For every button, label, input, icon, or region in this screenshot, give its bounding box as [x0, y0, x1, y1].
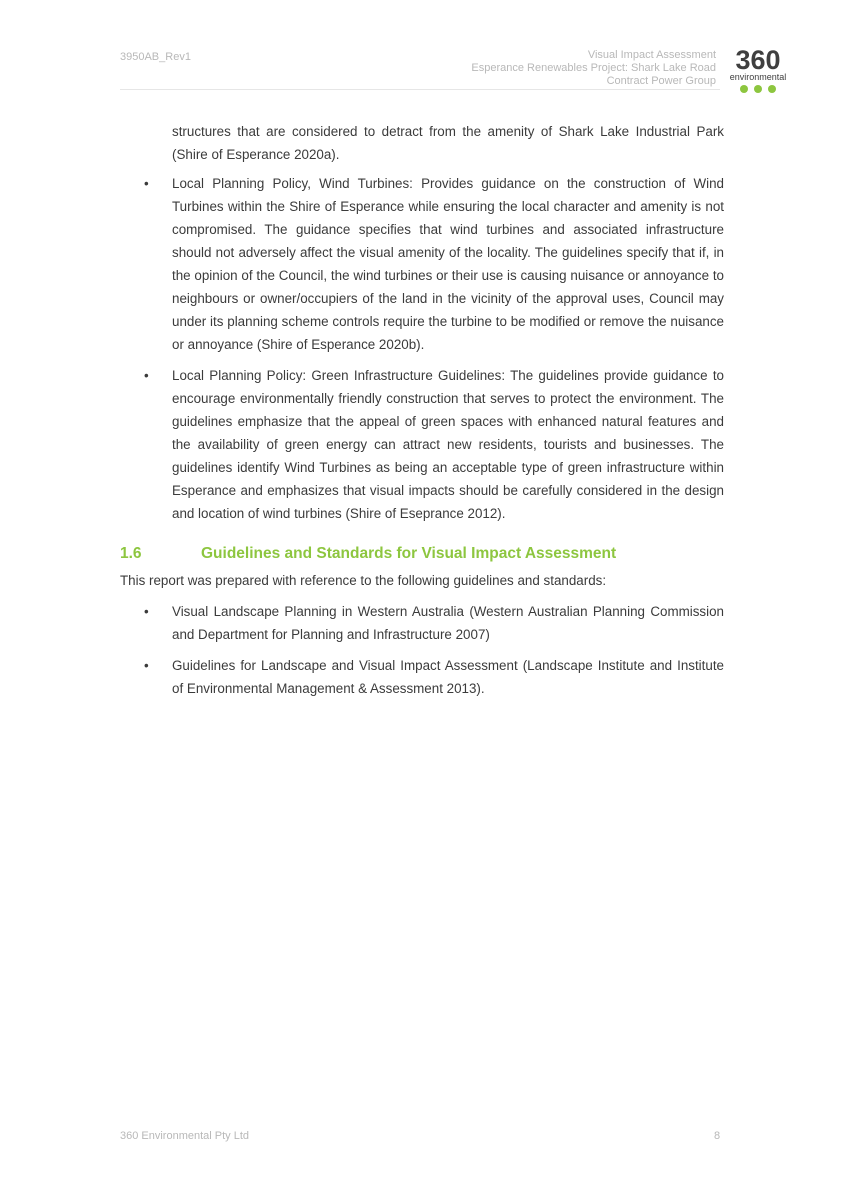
header-rule: [120, 89, 720, 90]
list-item: [120, 364, 724, 525]
logo-dot: [768, 85, 776, 93]
logo-word: environmental: [729, 72, 787, 82]
page-content: [120, 120, 724, 708]
header-title: [471, 49, 716, 88]
logo-dot: [740, 85, 748, 93]
doc-ref: 3950AB_Rev1: [120, 51, 191, 63]
list-item-text: Local Planning Policy: Green Infrastructure Guidelines: The guidelines provide guidance to encourage environmentally friendly construction that serves to protect the environment. The guidelines emphasize that the appeal of green spaces with enhanced natural features and the availability of green energy can attract new residents, tourists and businesses. The guidelines identify Wind Turbines as being an acceptable type of green infrastructure within Esperance and emphasizes that visual impacts should be carefully considered in the design and location of wind turbines (Shire of Eseprance 2012).: [172, 368, 724, 521]
header-title-line: Esperance Renewables Project: Shark Lake Road: [471, 62, 716, 74]
footer-company: 360 Environmental Pty Ltd: [120, 1130, 250, 1142]
company-logo: [727, 45, 789, 96]
bullet-icon: •: [144, 658, 149, 673]
list-item-text: Local Planning Policy, Wind Turbines: Provides guidance on the construction of Wind Turbines within the Shire of Esperance while ensuring the local character and amenity is not compromised. The guidance specifies that wind turbines and associated infrastructure should not adversely affect the visual amenity of the locality. The guidelines specify that if, in the opinion of the Council, the wind turbines or their use is causing nuisance or annoyance to neighbours or owner/occupiers of the land in the vicinity of the approval uses, Council may under its planning scheme controls require the turbine to be modified or remove the nuisance or annoyance (Shire of Esperance 2020b).: [172, 176, 724, 352]
list-item: [120, 654, 724, 700]
section-intro: This report was prepared with reference to the following guidelines and standards:: [120, 573, 607, 588]
bullet-icon: •: [144, 368, 149, 383]
list-item: [120, 172, 724, 356]
logo-dots: [727, 85, 789, 93]
header-title-line: Contract Power Group: [606, 75, 716, 87]
page-number: 8: [714, 1130, 721, 1142]
bullet-icon: •: [144, 176, 149, 191]
section-heading: [120, 543, 724, 565]
continued-paragraph: structures that are considered to detract from the amenity of Shark Lake Industrial Park (Shire of Esperance 2020a).: [172, 124, 724, 162]
logo-number: 360: [735, 45, 781, 75]
header-title-line: Visual Impact Assessment: [587, 49, 716, 61]
section-title: Guidelines and Standards for Visual Impact Assessment: [201, 545, 617, 562]
section-number: 1.6: [120, 545, 142, 562]
list-item: [120, 600, 724, 646]
list-item-text: Visual Landscape Planning in Western Australia (Western Australian Planning Commission and Department for Planning and Infrastructure 2007): [172, 604, 724, 642]
logo-dot: [754, 85, 762, 93]
list-item-text: Guidelines for Landscape and Visual Impact Assessment (Landscape Institute and Institute of Environmental Management & Assessment 2013).: [172, 658, 724, 696]
policy-bullet-list: [120, 172, 724, 525]
guidelines-bullet-list: [120, 600, 724, 700]
bullet-icon: •: [144, 604, 149, 619]
